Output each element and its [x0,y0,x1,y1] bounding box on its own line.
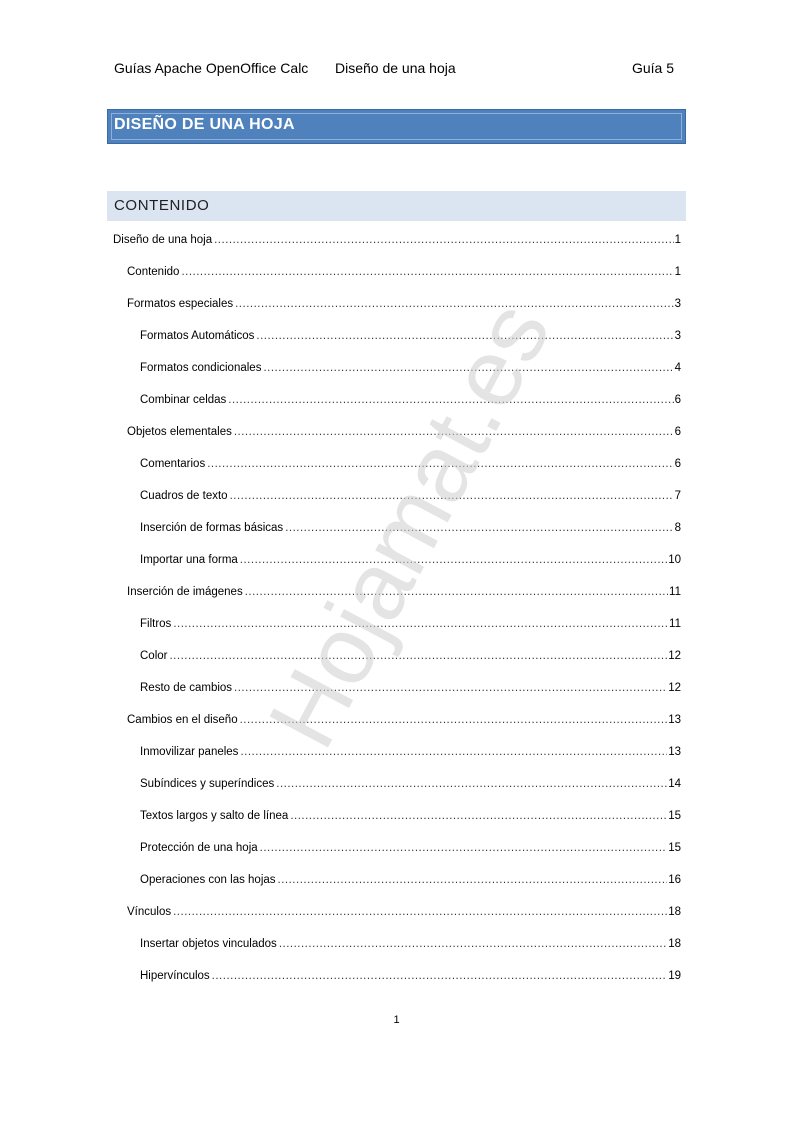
toc-entry-page: 6 [674,426,681,438]
toc-entry[interactable] [140,938,681,956]
toc-entry-title: Inserción de formas básicas [140,522,284,534]
toc-entry-page: 3 [674,298,681,310]
toc-entry-title: Operaciones con las hojas [140,874,276,886]
toc-entry-leader-dots [207,458,673,470]
toc-entry-title: Importar una forma [140,554,238,566]
toc-entry[interactable] [127,426,681,444]
toc-entry-page: 7 [674,490,681,502]
toc-entry-page: 12 [668,682,681,694]
toc-entry-leader-dots [234,682,667,694]
toc-entry-leader-dots [240,554,667,566]
toc-entry-leader-dots [285,522,673,534]
toc-entry-title: Inserción de imágenes [127,586,243,598]
header-left: Guías Apache OpenOffice Calc [114,60,309,76]
toc-entry-leader-dots [173,906,667,918]
toc-entry-page: 18 [668,906,681,918]
toc-entry-page: 1 [674,234,681,246]
toc-entry-page: 15 [668,810,681,822]
toc-entry[interactable] [127,906,681,924]
toc-entry-page: 6 [674,394,681,406]
toc-entry-title: Combinar celdas [140,394,227,406]
toc-entry-leader-dots [260,842,668,854]
toc-entry[interactable] [140,778,681,796]
toc-entry-leader-dots [181,266,673,278]
section-bar [107,191,686,221]
toc-entry-title: Insertar objetos vinculados [140,938,277,950]
toc-entry-page: 13 [668,714,681,726]
toc-entry[interactable] [140,650,681,668]
toc-entry-leader-dots [230,490,674,502]
toc-entry[interactable] [140,394,681,412]
toc-entry-leader-dots [240,714,668,726]
toc-entry[interactable] [140,970,681,988]
toc-entry-leader-dots [173,618,668,630]
toc-entry-title: Filtros [140,618,172,630]
toc-entry-leader-dots [278,874,668,886]
toc-entry[interactable] [140,618,681,636]
toc-entry-title: Comentarios [140,458,206,470]
toc-entry[interactable] [140,362,681,380]
toc-entry-page: 12 [668,650,681,662]
toc-entry-page: 16 [668,874,681,886]
toc-entry-title: Hipervínculos [140,970,210,982]
footer-page-number: 1 [393,1014,400,1026]
toc-entry-page: 18 [668,938,681,950]
toc-entry[interactable] [140,490,681,508]
toc-entry-leader-dots [290,810,667,822]
toc-entry-page: 11 [669,586,681,598]
toc-entry-title: Formatos especiales [127,298,234,310]
toc-entry[interactable] [140,522,681,540]
toc-entry-page: 10 [668,554,681,566]
toc-entry-leader-dots [256,330,673,342]
page-title: DISEÑO DE UNA HOJA [114,116,295,133]
toc-entry-title: Formatos Automáticos [140,330,255,342]
toc-entry-leader-dots [169,650,667,662]
toc-entry[interactable] [140,810,681,828]
toc-entry[interactable] [140,458,681,476]
toc-entry-title: Inmovilizar paneles [140,746,239,758]
toc-entry[interactable] [140,554,681,572]
toc-entry-page: 3 [674,330,681,342]
header-right: Guía 5 [631,60,674,76]
toc-entry-leader-dots [279,938,667,950]
toc-entry-title: Diseño de una hoja [113,234,213,246]
toc-entry-title: Formatos condicionales [140,362,262,374]
toc-entry[interactable] [127,714,681,732]
toc-entry-title: Color [140,650,168,662]
toc-entry-page: 19 [668,970,681,982]
toc-entry-leader-dots [240,746,667,758]
toc-entry[interactable] [127,266,681,284]
toc-entry-leader-dots [245,586,668,598]
toc-entry[interactable] [113,234,681,252]
toc-entry[interactable] [140,330,681,348]
toc-entry[interactable] [127,586,681,604]
toc-entry-title: Protección de una hoja [140,842,258,854]
toc-entry-page: 13 [668,746,681,758]
toc-entry-title: Contenido [127,266,180,278]
toc-entry-page: 14 [668,778,681,790]
toc-entry-title: Resto de cambios [140,682,233,694]
toc-entry-title: Subíndices y superíndices [140,778,275,790]
toc-entry-page: 11 [669,618,681,630]
header-middle: Diseño de una hoja [335,60,456,76]
title-bar [107,109,686,144]
section-title: CONTENIDO [114,197,210,214]
toc-entry[interactable] [127,298,681,316]
toc-entry-leader-dots [263,362,673,374]
toc-entry-title: Cuadros de texto [140,490,228,502]
toc-entry-leader-dots [212,970,668,982]
toc-entry-leader-dots [228,394,673,406]
toc-entry[interactable] [140,746,681,764]
toc-entry-leader-dots [276,778,667,790]
toc-entry-title: Objetos elementales [127,426,232,438]
toc-entry-page: 6 [674,458,681,470]
toc-entry-page: 4 [674,362,681,374]
page-header [114,60,674,82]
toc-entry-page: 8 [674,522,681,534]
watermark: Hojamat.es [248,285,571,765]
toc-entry-title: Textos largos y salto de línea [140,810,289,822]
toc-entry-title: Cambios en el diseño [127,714,238,726]
toc-entry[interactable] [140,874,681,892]
toc-entry-leader-dots [214,234,673,246]
toc-entry-leader-dots [235,298,673,310]
toc-entry-page: 15 [668,842,681,854]
toc-entry-page: 1 [674,266,681,278]
toc-entry[interactable] [140,842,681,860]
toc-entry[interactable] [140,682,681,700]
toc-entry-title: Vínculos [127,906,172,918]
toc-entry-leader-dots [234,426,674,438]
